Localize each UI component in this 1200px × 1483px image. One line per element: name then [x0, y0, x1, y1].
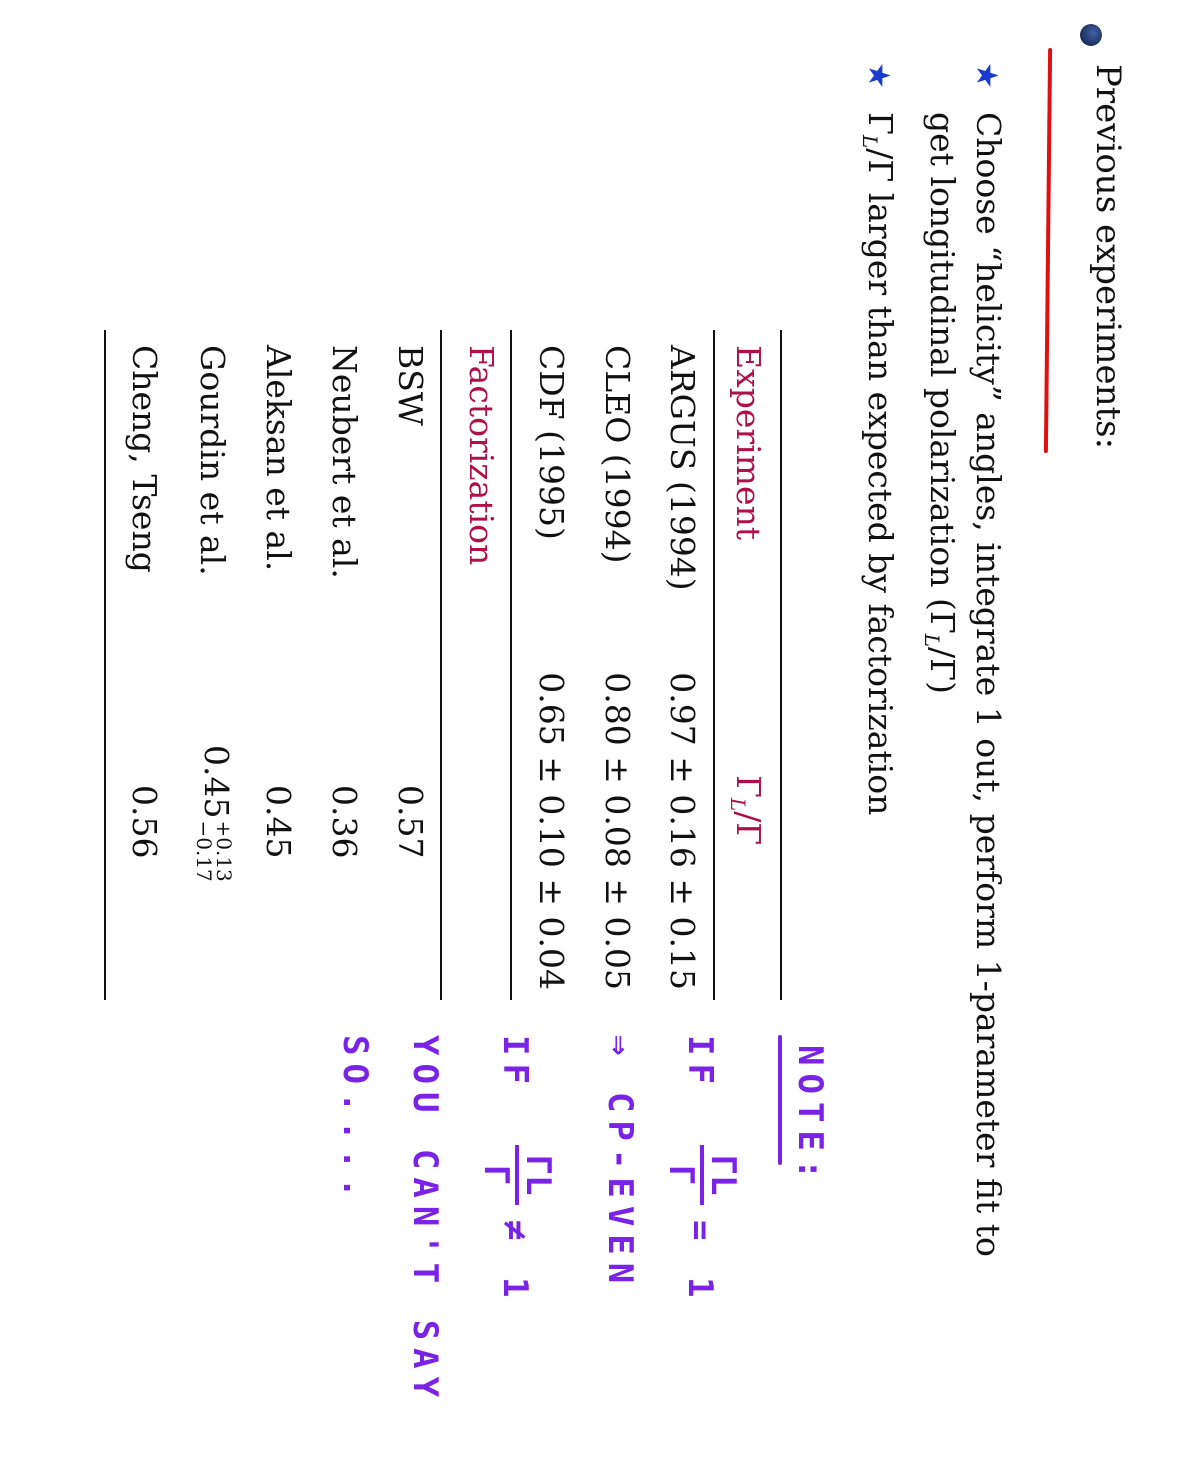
bullet-2 — [848, 112, 902, 815]
table-row-value: 0.56 — [125, 785, 164, 859]
error-minus: −0.17 — [192, 820, 216, 882]
table-header-rule — [713, 330, 715, 1000]
table-top-rule — [780, 330, 782, 1000]
note-if-2: IF — [495, 1035, 535, 1092]
table-factorization-rule — [440, 330, 442, 1000]
header-gamma-rest: /Γ — [729, 811, 768, 846]
table-row-name: Neubert et al. — [325, 345, 364, 579]
gamma-symbol: Γ — [923, 610, 962, 634]
table-row-name: BSW — [391, 345, 430, 426]
factorization-header: Factorization — [462, 345, 501, 566]
slide-heading: Previous experiments: — [1088, 64, 1128, 450]
table-row-name: ARGUS (1994) — [663, 345, 702, 591]
header-subscript-L: L — [726, 797, 750, 812]
table-row-name: Gourdin et al. — [193, 345, 232, 576]
table-row-value: 0.65 ± 0.10 ± 0.04 — [532, 672, 571, 990]
note-fraction-2 — [476, 1145, 558, 1205]
table-row-value — [194, 745, 238, 882]
note-equals-one: = 1 — [680, 1220, 720, 1306]
value-main: 0.45 — [197, 745, 236, 819]
fraction-numerator: ΓL — [518, 1154, 558, 1196]
note-cant-say: YOU CAN'T SAY — [405, 1035, 445, 1406]
table-bottom-rule — [104, 330, 106, 1000]
error-plus: +0.13 — [212, 820, 236, 882]
star-bullet-icon: ★ — [969, 62, 1004, 89]
table-row-value: 0.57 — [391, 785, 430, 859]
bullet-1-line-2-text: get longitudinal polarization ( — [923, 112, 962, 611]
note-fraction-1 — [661, 1145, 743, 1205]
header-gamma: Γ — [729, 775, 768, 798]
table-mid-rule — [510, 330, 512, 1000]
table-row-value: 0.80 ± 0.08 ± 0.05 — [598, 672, 637, 990]
slash-symbol: / — [923, 647, 962, 659]
note-underline — [778, 1035, 782, 1165]
note-not-equal-one: ≠ 1 — [495, 1220, 535, 1306]
bullet-1-line-2-close: ) — [923, 681, 962, 694]
table-row-name: CDF (1995) — [532, 345, 571, 540]
header-experiment: Experiment — [729, 345, 768, 541]
note-if-1: IF — [680, 1035, 720, 1092]
gamma-symbol: Γ — [923, 658, 962, 682]
note-label: NOTE: — [790, 1045, 830, 1188]
header-value — [716, 775, 770, 845]
subscript-L: L — [858, 134, 882, 149]
slash-symbol: / — [861, 148, 900, 160]
note-implies-cp-even: ⇒ CP-EVEN — [600, 1035, 640, 1292]
gamma-symbol: Γ — [861, 159, 900, 183]
table-row-name: Cheng, Tseng — [125, 345, 164, 573]
bullet-dot-icon — [1080, 24, 1102, 46]
fraction-denominator: Γ — [476, 1164, 516, 1186]
bullet-2-text: larger than expected by factorization — [861, 182, 900, 816]
fraction-denominator: Γ — [661, 1164, 701, 1186]
star-bullet-icon: ★ — [861, 62, 896, 89]
gamma-symbol: Γ — [861, 112, 900, 135]
subscript-L: L — [920, 633, 944, 648]
handwritten-notes — [80, 1035, 840, 1455]
bullet-1-line-2 — [910, 112, 964, 694]
table-row-name: CLEO (1994) — [598, 345, 637, 564]
red-underline-annotation — [1044, 48, 1052, 453]
note-so: SO.... — [335, 1035, 375, 1206]
table-row-value: 0.45 — [259, 785, 298, 859]
table-row-value: 0.97 ± 0.16 ± 0.15 — [663, 672, 702, 990]
value-errors — [194, 820, 234, 881]
table-row-name: Aleksan et al. — [259, 345, 298, 572]
fraction-numerator: ΓL — [703, 1154, 743, 1196]
bullet-1-line-1: Choose “helicity” angles, integrate 1 out, perform 1-parameter fit to — [969, 112, 1008, 1257]
table-row-value: 0.36 — [325, 785, 364, 859]
